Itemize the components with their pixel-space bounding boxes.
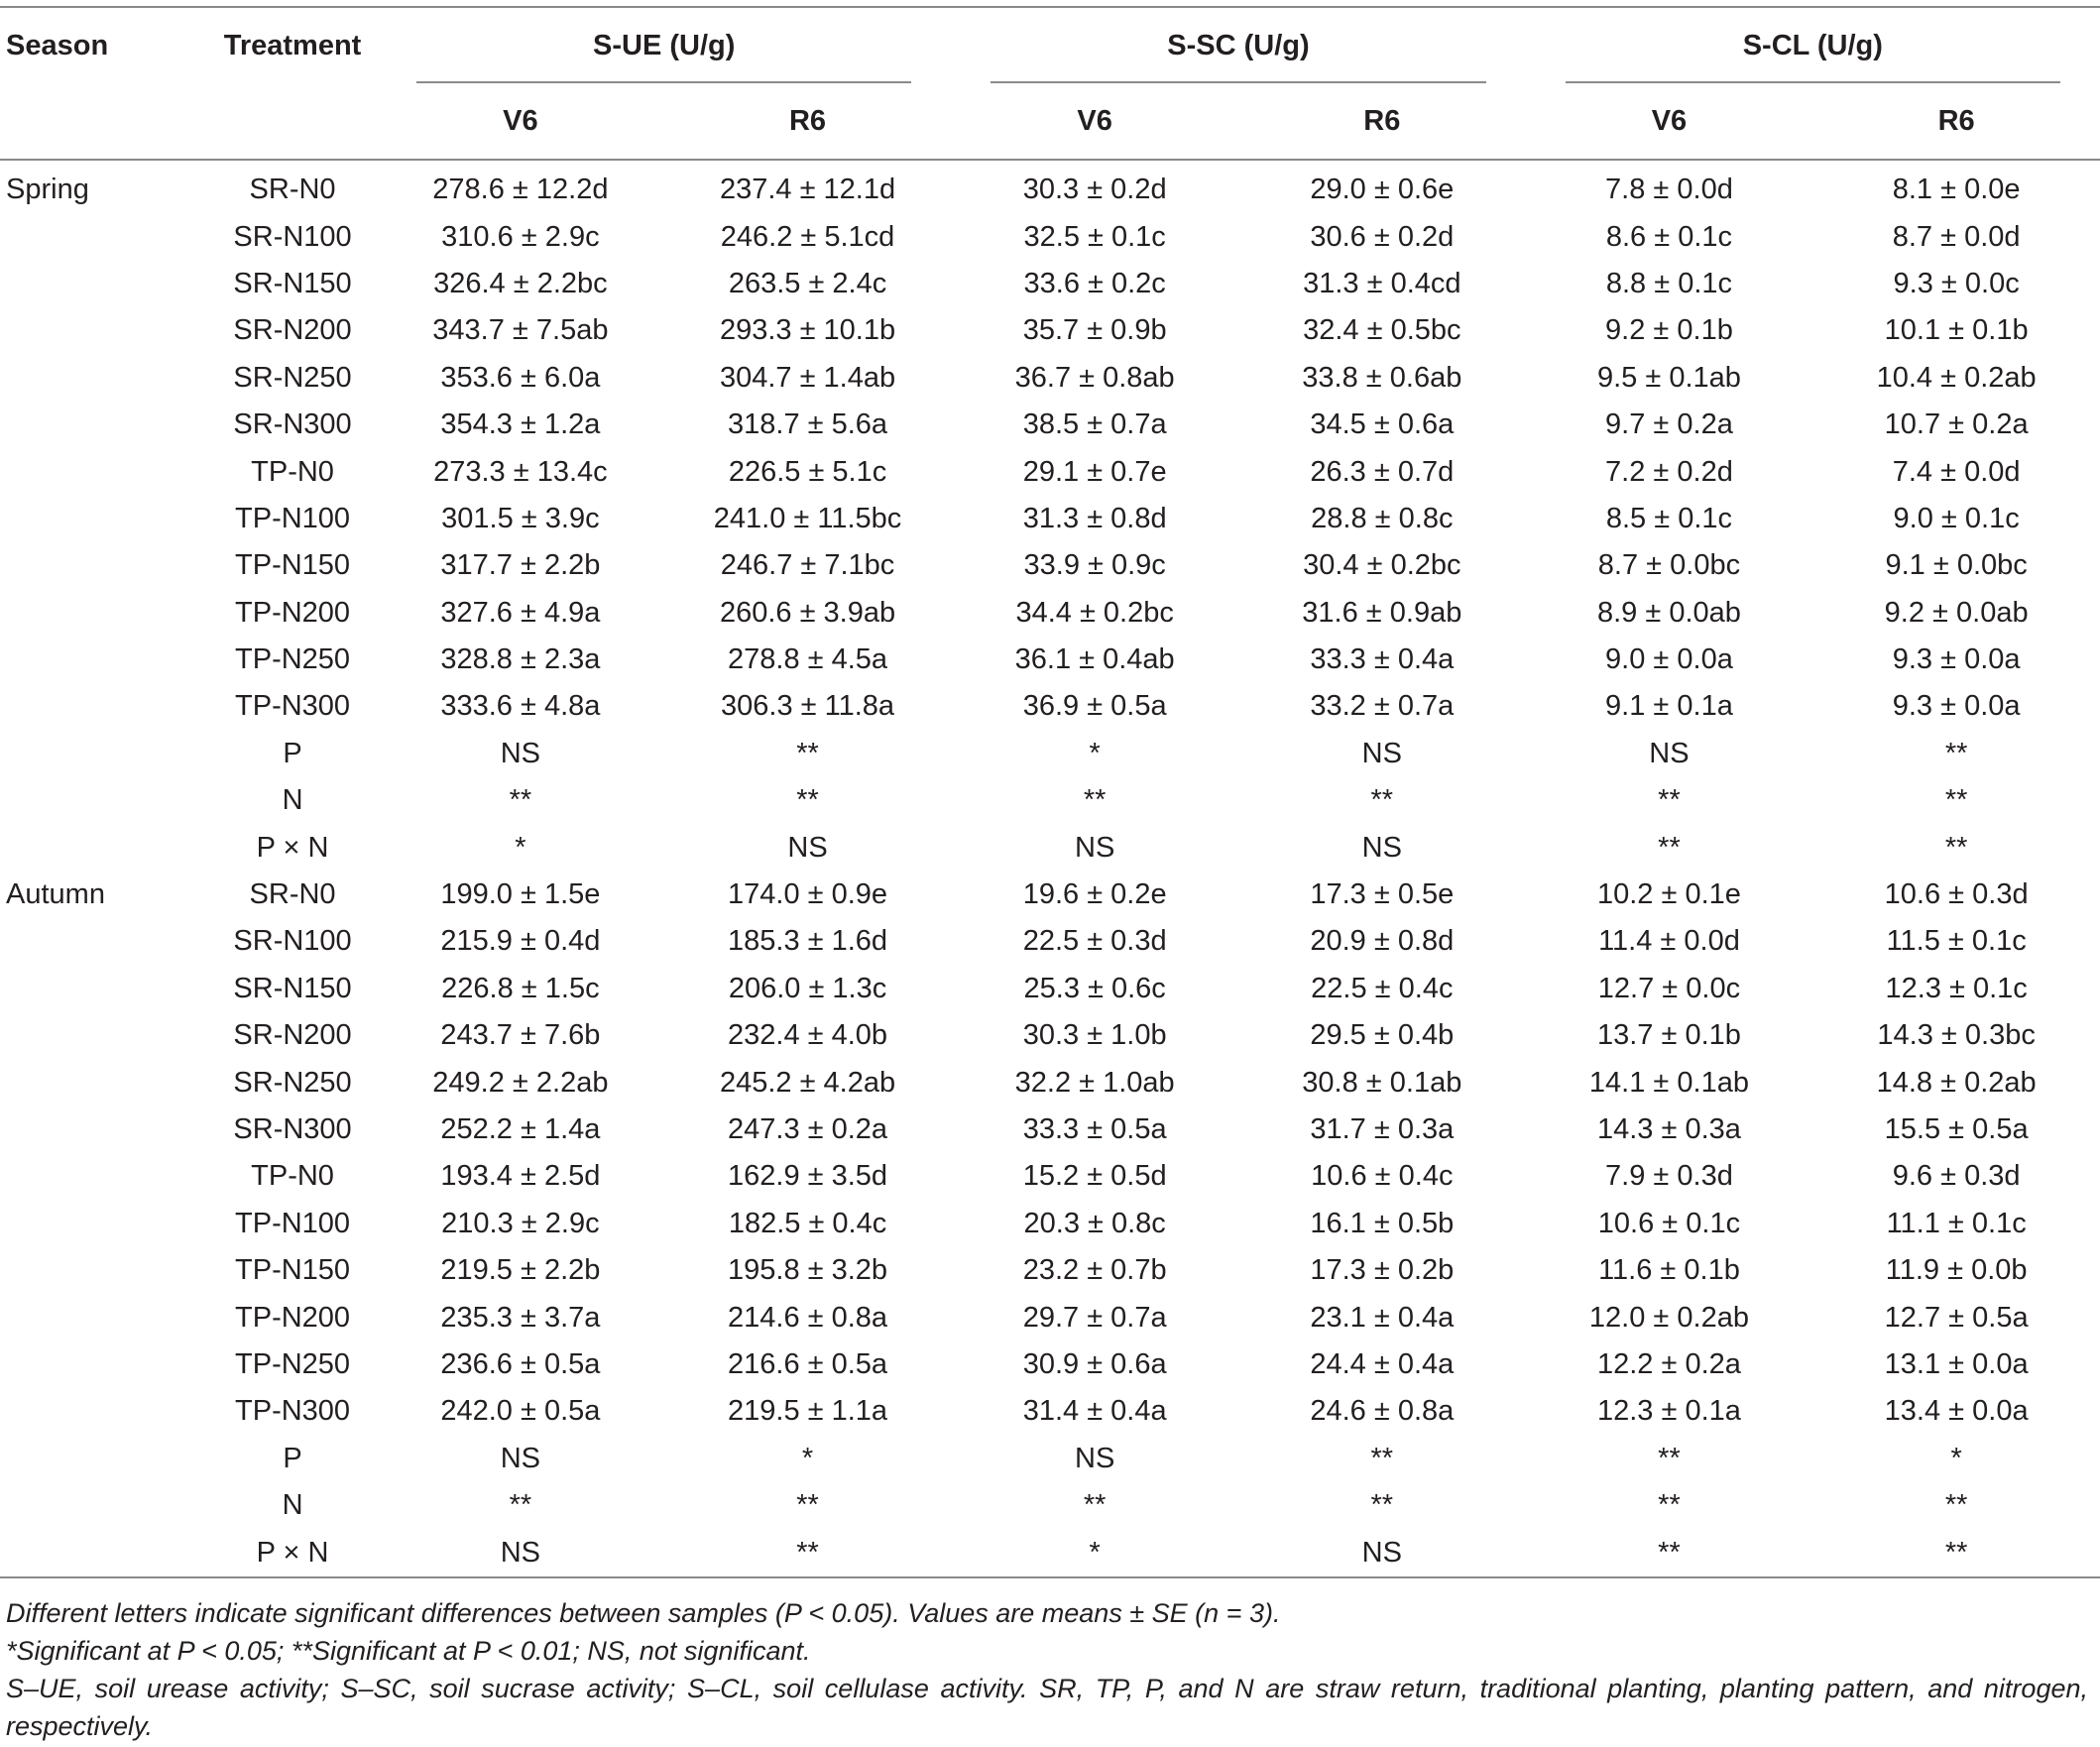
cell-value: 185.3 ± 1.6d	[728, 925, 888, 958]
header-stage: V6	[951, 83, 1238, 160]
header-stage: R6	[1238, 83, 1526, 160]
cell-value: **	[509, 1489, 532, 1522]
cell-value: 33.2 ± 0.7a	[1310, 690, 1455, 723]
cell-value: 35.7 ± 0.9b	[1022, 314, 1167, 347]
cell-value: **	[1083, 1489, 1107, 1522]
cell-season: Autumn	[6, 878, 105, 911]
cell-value: 10.6 ± 0.4c	[1311, 1160, 1454, 1193]
header-stage: R6	[1812, 83, 2100, 160]
cell-season	[0, 918, 208, 965]
table-row	[0, 307, 2100, 354]
header-group-label: S-SC (U/g)	[1167, 29, 1310, 61]
cell-value: **	[1370, 1489, 1394, 1522]
footnote-1: Different letters indicate significant differences between samples (P < 0.05). Values are means ± SE (n = 3).	[6, 1598, 1281, 1628]
cell-value: 199.0 ± 1.5e	[440, 878, 601, 911]
header-group-label: S-CL (U/g)	[1742, 29, 1883, 61]
cell-value: 36.9 ± 0.5a	[1022, 690, 1167, 723]
cell-value: 304.7 ± 1.4ab	[719, 361, 896, 394]
cell-value: NS	[500, 1442, 541, 1474]
cell-value: 245.2 ± 4.2ab	[719, 1066, 896, 1099]
cell-value: 29.1 ± 0.7e	[1022, 455, 1167, 488]
cell-treatment: TP-N300	[235, 690, 351, 723]
cell-value: **	[664, 1529, 952, 1576]
header-stage: V6	[377, 83, 664, 160]
cell-treatment: SR-N250	[233, 361, 352, 394]
cell-value: 317.7 ± 2.2b	[440, 549, 601, 582]
cell-value: 210.3 ± 2.9c	[441, 1207, 600, 1239]
cell-value: 34.4 ± 0.2bc	[1015, 596, 1174, 629]
table-row	[0, 402, 2100, 448]
cell-season	[0, 683, 208, 730]
table-row	[0, 1247, 2100, 1294]
cell-value: **	[1944, 1489, 1968, 1522]
cell-value: 29.7 ± 0.7a	[1022, 1301, 1167, 1334]
cell-value: 24.6 ± 0.8a	[1310, 1395, 1455, 1428]
cell-value: 246.7 ± 7.1bc	[720, 549, 895, 582]
cell-value: 235.3 ± 3.7a	[440, 1301, 601, 1334]
cell-value: 12.0 ± 0.2ab	[1588, 1301, 1749, 1334]
cell-value: 273.3 ± 13.4c	[433, 455, 608, 488]
cell-value: 8.7 ± 0.0bc	[1597, 549, 1741, 582]
cell-value: 14.8 ± 0.2ab	[1876, 1066, 2037, 1099]
cell-value: *	[1089, 737, 1101, 769]
table-row	[0, 637, 2100, 683]
cell-value: 10.2 ± 0.1e	[1596, 878, 1741, 911]
cell-value: *	[951, 1529, 1238, 1576]
cell-value: 7.9 ± 0.3d	[1605, 1160, 1733, 1193]
cell-value: 12.3 ± 0.1c	[1885, 972, 2028, 1004]
table-row	[0, 1529, 2100, 1576]
cell-value: 278.8 ± 4.5a	[728, 643, 888, 676]
cell-value: 30.8 ± 0.1ab	[1302, 1066, 1462, 1099]
cell-treatment: TP-N150	[235, 549, 351, 582]
cell-value: 8.6 ± 0.1c	[1605, 220, 1733, 253]
table-row	[0, 683, 2100, 730]
cell-value: **	[1658, 1442, 1681, 1474]
cell-season: Spring	[6, 174, 89, 206]
table-row	[0, 542, 2100, 589]
table-row	[0, 1482, 2100, 1529]
cell-value: 11.5 ± 0.1c	[1886, 925, 2027, 958]
cell-treatment: TP-N250	[235, 1347, 351, 1380]
table-row	[0, 1388, 2100, 1435]
cell-value: 9.0 ± 0.0a	[1605, 643, 1733, 676]
cell-treatment: SR-N0	[249, 878, 336, 911]
cell-value: 17.3 ± 0.5e	[1310, 878, 1455, 911]
cell-value: *	[515, 831, 526, 864]
cell-value: 214.6 ± 0.8a	[728, 1301, 888, 1334]
header-group-sue	[377, 8, 951, 83]
cell-value: 24.4 ± 0.4a	[1310, 1347, 1455, 1380]
cell-treatment: SR-N150	[233, 972, 352, 1004]
cell-season	[0, 1012, 208, 1059]
cell-value: 193.4 ± 2.5d	[440, 1160, 601, 1193]
header-season: Season	[6, 29, 109, 61]
cell-treatment: N	[282, 784, 303, 817]
cell-value: 11.1 ± 0.1c	[1886, 1207, 2027, 1239]
cell-value: NS	[1361, 831, 1402, 864]
table-row	[0, 872, 2100, 918]
cell-season	[0, 307, 208, 354]
table-row	[0, 1153, 2100, 1200]
cell-value: 14.1 ± 0.1ab	[1588, 1066, 1749, 1099]
cell-season	[0, 590, 208, 637]
cell-value: 318.7 ± 5.6a	[728, 408, 888, 441]
cell-value: 33.9 ± 0.9c	[1023, 549, 1166, 582]
cell-season	[0, 448, 208, 495]
cell-value: 30.9 ± 0.6a	[1022, 1347, 1167, 1380]
cell-value: 237.4 ± 12.1d	[719, 174, 896, 206]
cell-value: 26.3 ± 0.7d	[1310, 455, 1455, 488]
cell-season	[0, 542, 208, 589]
cell-value: 326.4 ± 2.2bc	[433, 267, 608, 299]
cell-season	[0, 1341, 208, 1388]
cell-value: 226.8 ± 1.5c	[441, 972, 600, 1004]
cell-value: 9.3 ± 0.0c	[1893, 267, 2020, 299]
cell-treatment: P	[283, 1442, 302, 1474]
cell-season	[0, 637, 208, 683]
header-treatment: Treatment	[223, 29, 362, 61]
cell-value: **	[796, 737, 819, 769]
cell-value: 12.3 ± 0.1a	[1596, 1395, 1741, 1428]
table-row	[0, 1436, 2100, 1482]
cell-value: 249.2 ± 2.2ab	[432, 1066, 609, 1099]
cell-value: 236.6 ± 0.5a	[440, 1347, 601, 1380]
table-row	[0, 918, 2100, 965]
cell-value: 9.5 ± 0.1ab	[1596, 361, 1741, 394]
table-header	[0, 7, 2100, 160]
cell-value: 9.7 ± 0.2a	[1605, 408, 1733, 441]
cell-value: 33.3 ± 0.5a	[1022, 1113, 1167, 1145]
cell-value: 29.0 ± 0.6e	[1310, 174, 1455, 206]
cell-value: 13.7 ± 0.1b	[1596, 1019, 1741, 1052]
cell-value: 354.3 ± 1.2a	[440, 408, 601, 441]
cell-value: 343.7 ± 7.5ab	[432, 314, 609, 347]
header-group-label: S-UE (U/g)	[593, 29, 736, 61]
cell-value: 14.3 ± 0.3bc	[1877, 1019, 2036, 1052]
cell-treatment: SR-N250	[233, 1066, 352, 1099]
cell-treatment: SR-N0	[249, 174, 336, 206]
cell-season	[0, 966, 208, 1012]
cell-treatment: TP-N0	[251, 1160, 334, 1193]
cell-value: 293.3 ± 10.1b	[719, 314, 896, 347]
cell-value: 38.5 ± 0.7a	[1022, 408, 1167, 441]
cell-season	[0, 1436, 208, 1482]
table-row	[0, 448, 2100, 495]
table-row	[0, 1201, 2100, 1247]
cell-value: 260.6 ± 3.9ab	[719, 596, 896, 629]
cell-value: 25.3 ± 0.6c	[1023, 972, 1166, 1004]
cell-value: 20.9 ± 0.8d	[1310, 925, 1455, 958]
cell-value: NS	[1075, 831, 1115, 864]
header-group-ssc	[951, 8, 1525, 83]
table-row	[0, 355, 2100, 402]
cell-value: 232.4 ± 4.0b	[728, 1019, 888, 1052]
cell-treatment: SR-N200	[233, 1019, 352, 1052]
cell-value: 9.1 ± 0.0bc	[1885, 549, 2028, 582]
cell-value: **	[1658, 1489, 1681, 1522]
cell-value: 310.6 ± 2.9c	[441, 220, 600, 253]
cell-value: **	[796, 1489, 819, 1522]
cell-value: 278.6 ± 12.2d	[432, 174, 609, 206]
cell-value: 30.6 ± 0.2d	[1310, 220, 1455, 253]
cell-value: 174.0 ± 0.9e	[728, 878, 888, 911]
cell-value: 10.4 ± 0.2ab	[1876, 361, 2037, 394]
cell-season	[0, 777, 208, 824]
cell-value: **	[1944, 737, 1968, 769]
cell-value: 20.3 ± 0.8c	[1023, 1207, 1166, 1239]
cell-value: 9.1 ± 0.1a	[1605, 690, 1733, 723]
table-row	[0, 1294, 2100, 1340]
table-row	[0, 1059, 2100, 1106]
cell-value: 7.8 ± 0.0d	[1605, 174, 1733, 206]
cell-value: 33.8 ± 0.6ab	[1302, 361, 1462, 394]
footnote-2: *Significant at P < 0.05; **Significant at P < 0.01; NS, not significant.	[6, 1636, 811, 1666]
cell-value: 8.9 ± 0.0ab	[1596, 596, 1741, 629]
cell-value: 36.7 ± 0.8ab	[1014, 361, 1175, 394]
cell-value: 219.5 ± 2.2b	[440, 1254, 601, 1287]
cell-value: **	[1658, 784, 1681, 817]
cell-value: 32.4 ± 0.5bc	[1303, 314, 1461, 347]
cell-value: 12.7 ± 0.0c	[1597, 972, 1741, 1004]
table-row	[0, 1106, 2100, 1153]
cell-value: 9.3 ± 0.0a	[1892, 690, 2021, 723]
cell-value: 226.5 ± 5.1c	[728, 455, 887, 488]
cell-value: NS	[377, 1529, 664, 1576]
cell-value: 15.2 ± 0.5d	[1022, 1160, 1167, 1193]
cell-value: 31.6 ± 0.9ab	[1302, 596, 1462, 629]
cell-season	[0, 1106, 208, 1153]
table-footnotes	[6, 1594, 2088, 1745]
cell-season	[0, 496, 208, 542]
cell-value: **	[1083, 784, 1107, 817]
cell-value: 28.8 ± 0.8c	[1311, 502, 1454, 534]
cell-treatment: TP-N250	[235, 643, 351, 676]
cell-value: 353.6 ± 6.0a	[440, 361, 601, 394]
cell-value: 9.2 ± 0.1b	[1605, 314, 1733, 347]
cell-value: 8.1 ± 0.0e	[1892, 174, 2021, 206]
cell-value: 33.3 ± 0.4a	[1310, 643, 1455, 676]
cell-season	[0, 731, 208, 777]
cell-value: 162.9 ± 3.5d	[728, 1160, 888, 1193]
cell-season	[0, 1529, 208, 1576]
cell-value: 7.2 ± 0.2d	[1605, 455, 1733, 488]
cell-treatment: SR-N150	[233, 267, 352, 299]
cell-value: **	[1370, 1442, 1394, 1474]
cell-season	[0, 1482, 208, 1529]
cell-value: 11.9 ± 0.0b	[1885, 1254, 2028, 1287]
cell-value: 12.7 ± 0.5a	[1884, 1301, 2029, 1334]
cell-value: 15.5 ± 0.5a	[1884, 1113, 2029, 1145]
header-group-scl	[1526, 8, 2100, 83]
table-row	[0, 496, 2100, 542]
header-blank	[208, 83, 377, 160]
cell-value: 17.3 ± 0.2b	[1310, 1254, 1455, 1287]
cell-value: 246.2 ± 5.1cd	[720, 220, 895, 253]
cell-value: **	[796, 784, 819, 817]
cell-value: 252.2 ± 1.4a	[440, 1113, 601, 1145]
table-row	[0, 213, 2100, 260]
cell-value: 23.2 ± 0.7b	[1022, 1254, 1167, 1287]
cell-treatment: P	[283, 737, 302, 769]
cell-treatment: TP-N100	[235, 502, 351, 534]
cell-value: NS	[1361, 737, 1402, 769]
cell-season	[0, 355, 208, 402]
cell-value: 13.4 ± 0.0a	[1884, 1395, 2029, 1428]
cell-value: 30.4 ± 0.2bc	[1303, 549, 1461, 582]
cell-value: **	[509, 784, 532, 817]
cell-value: 10.6 ± 0.1c	[1597, 1207, 1741, 1239]
cell-value: 16.1 ± 0.5b	[1310, 1207, 1455, 1239]
cell-value: 8.5 ± 0.1c	[1605, 502, 1733, 534]
cell-value: 8.7 ± 0.0d	[1892, 220, 2021, 253]
cell-value: 23.1 ± 0.4a	[1310, 1301, 1455, 1334]
cell-value: 219.5 ± 1.1a	[728, 1395, 888, 1428]
cell-value: *	[1950, 1442, 1962, 1474]
cell-value: 215.9 ± 0.4d	[440, 925, 601, 958]
cell-value: 34.5 ± 0.6a	[1310, 408, 1455, 441]
cell-season	[0, 1294, 208, 1340]
cell-value: 31.4 ± 0.4a	[1022, 1395, 1167, 1428]
cell-value: **	[1944, 831, 1968, 864]
cell-value: 7.4 ± 0.0d	[1892, 455, 2021, 488]
cell-value: 247.3 ± 0.2a	[728, 1113, 888, 1145]
cell-value: *	[801, 1442, 814, 1474]
table-row	[0, 824, 2100, 871]
cell-value: 11.6 ± 0.1b	[1598, 1254, 1740, 1287]
cell-season	[0, 1201, 208, 1247]
cell-value: 301.5 ± 3.9c	[441, 502, 600, 534]
cell-value: NS	[1075, 1442, 1115, 1474]
cell-value: 9.0 ± 0.1c	[1893, 502, 2020, 534]
cell-value: 32.2 ± 1.0ab	[1014, 1066, 1175, 1099]
cell-value: 8.8 ± 0.1c	[1605, 267, 1733, 299]
cell-season	[0, 1059, 208, 1106]
cell-treatment: TP-N300	[235, 1395, 351, 1428]
cell-value: 19.6 ± 0.2e	[1022, 878, 1167, 911]
cell-season	[0, 402, 208, 448]
cell-value: 9.3 ± 0.0a	[1892, 643, 2021, 676]
cell-value: 22.5 ± 0.3d	[1022, 925, 1167, 958]
cell-season	[0, 1247, 208, 1294]
header-blank	[0, 83, 208, 160]
cell-season	[0, 261, 208, 307]
cell-value: 333.6 ± 4.8a	[440, 690, 601, 723]
cell-value: 13.1 ± 0.0a	[1884, 1347, 2029, 1380]
cell-value: 10.6 ± 0.3d	[1884, 878, 2029, 911]
cell-treatment: SR-N300	[233, 1113, 352, 1145]
cell-value: 10.1 ± 0.1b	[1884, 314, 2029, 347]
table-row	[0, 777, 2100, 824]
cell-value: 30.3 ± 0.2d	[1022, 174, 1167, 206]
footnote-3: S–UE, soil urease activity; S–SC, soil sucrase activity; S–CL, soil cellulase activity. SR, TP, P, and N are straw return, traditional planting, planting pattern, and nitrogen, respectively.	[6, 1674, 2088, 1741]
cell-value: 32.5 ± 0.1c	[1023, 220, 1166, 253]
cell-value: **	[1944, 784, 1968, 817]
cell-value: 263.5 ± 2.4c	[728, 267, 887, 299]
header-stage: R6	[664, 83, 952, 160]
cell-value: **	[1658, 831, 1681, 864]
cell-value: 11.4 ± 0.0d	[1598, 925, 1740, 958]
cell-treatment: P × N	[256, 831, 329, 864]
cell-value: NS	[1238, 1529, 1526, 1576]
cell-value: 206.0 ± 1.3c	[728, 972, 887, 1004]
cell-value: 36.1 ± 0.4ab	[1014, 643, 1175, 676]
cell-value: 33.6 ± 0.2c	[1023, 267, 1166, 299]
cell-value: 9.6 ± 0.3d	[1892, 1160, 2021, 1193]
table-row	[0, 261, 2100, 307]
cell-value: **	[1812, 1529, 2100, 1576]
table-row	[0, 1341, 2100, 1388]
cell-treatment: TP-N0	[251, 455, 334, 488]
cell-treatment: TP-N200	[235, 1301, 351, 1334]
cell-season	[0, 1388, 208, 1435]
cell-value: 241.0 ± 11.5bc	[713, 502, 902, 534]
cell-value: 243.7 ± 7.6b	[440, 1019, 601, 1052]
cell-value: 14.3 ± 0.3a	[1596, 1113, 1741, 1145]
cell-value: 29.5 ± 0.4b	[1310, 1019, 1455, 1052]
cell-treatment: SR-N300	[233, 408, 352, 441]
cell-value: 327.6 ± 4.9a	[440, 596, 601, 629]
cell-season	[0, 213, 208, 260]
header-stage: V6	[1526, 83, 1813, 160]
table-row	[0, 966, 2100, 1012]
cell-value: 31.3 ± 0.4cd	[1303, 267, 1461, 299]
cell-value: 242.0 ± 0.5a	[440, 1395, 601, 1428]
cell-value: 182.5 ± 0.4c	[728, 1207, 887, 1239]
table-body	[0, 160, 2100, 1577]
cell-value: NS	[787, 831, 828, 864]
cell-season	[0, 1153, 208, 1200]
cell-value: 31.3 ± 0.8d	[1022, 502, 1167, 534]
cell-value: 31.7 ± 0.3a	[1310, 1113, 1455, 1145]
cell-value: NS	[500, 737, 541, 769]
table-row	[0, 731, 2100, 777]
table-row	[0, 590, 2100, 637]
cell-value: 9.2 ± 0.0ab	[1884, 596, 2029, 629]
cell-treatment: TP-N100	[235, 1207, 351, 1239]
table-row	[0, 1012, 2100, 1059]
cell-value: 10.7 ± 0.2a	[1884, 408, 2029, 441]
cell-value: 306.3 ± 11.8a	[721, 690, 895, 723]
cell-treatment: SR-N200	[233, 314, 352, 347]
cell-value: 216.6 ± 0.5a	[728, 1347, 888, 1380]
cell-value: 195.8 ± 3.2b	[728, 1254, 888, 1287]
cell-season	[0, 824, 208, 871]
cell-treatment: SR-N100	[233, 925, 352, 958]
cell-value: **	[1526, 1529, 1813, 1576]
cell-treatment: TP-N200	[235, 596, 351, 629]
cell-value: 22.5 ± 0.4c	[1311, 972, 1454, 1004]
cell-treatment: SR-N100	[233, 220, 352, 253]
cell-treatment: TP-N150	[235, 1254, 351, 1287]
cell-value: 328.8 ± 2.3a	[440, 643, 601, 676]
cell-value: NS	[1649, 737, 1690, 769]
table-row	[0, 160, 2100, 213]
cell-value: **	[1370, 784, 1394, 817]
cell-value: 30.3 ± 1.0b	[1022, 1019, 1167, 1052]
cell-value: 12.2 ± 0.2a	[1596, 1347, 1741, 1380]
data-table	[0, 6, 2100, 1578]
cell-treatment: N	[282, 1489, 303, 1522]
cell-treatment: P × N	[208, 1529, 377, 1576]
